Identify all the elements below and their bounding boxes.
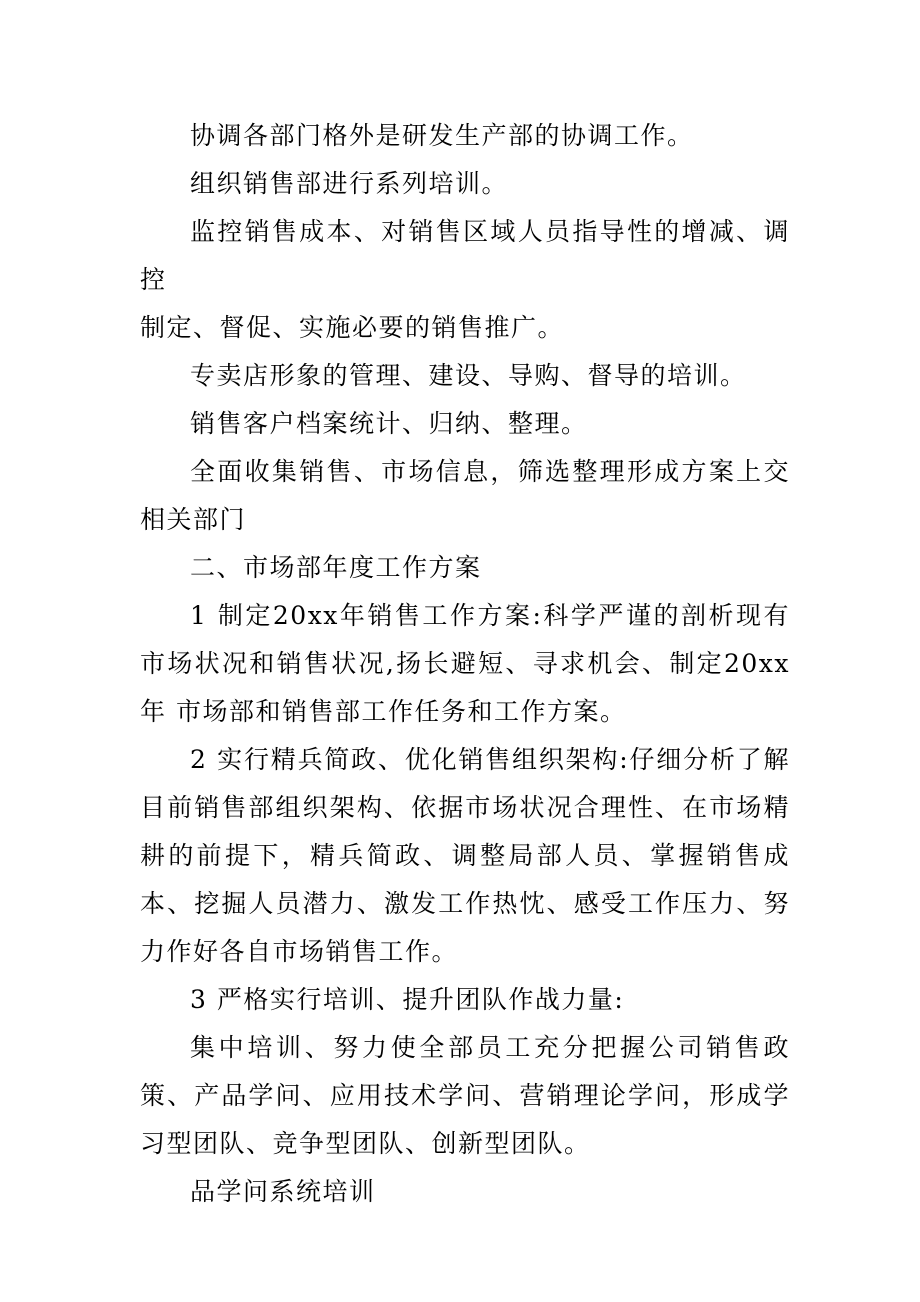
paragraph-12: 品学问系统培训 <box>190 1177 376 1206</box>
section-heading: 二、市场部年度工作方案 <box>190 553 482 582</box>
paragraph-4: 制定、督促、实施必要的销售推广。 <box>140 313 565 342</box>
paragraph-10: 3 严格实行培训、提升团队作战力量: <box>190 985 625 1014</box>
document-body <box>140 112 790 1216</box>
paragraph-2: 组织销售部进行系列培训。 <box>190 169 509 198</box>
paragraph-1: 协调各部门格外是研发生产部的协调工作。 <box>190 121 694 150</box>
paragraph-6: 销售客户档案统计、归纳、整理。 <box>190 409 588 438</box>
paragraph-9: 2 实行精兵简政、优化销售组织架构:仔细分析了解目前销售部组织架构、依据市场状况合理性、在市场精耕的前提下，精兵简政、调整局部人员、掌握销售成本、挖掘人员潜力、激发工作热忱、感受工作压力、努力作好各自市场销售工作。 <box>140 745 790 966</box>
paragraph-7: 全面收集销售、市场信息，筛选整理形成方案上交相关部门 <box>140 457 790 534</box>
paragraph-3: 监控销售成本、对销售区域人员指导性的增减、调控 <box>140 217 790 294</box>
paragraph-5: 专卖店形象的管理、建设、导购、督导的培训。 <box>190 361 747 390</box>
paragraph-11: 集中培训、努力使全部员工充分把握公司销售政策、产品学问、应用技术学问、营销理论学问，形成学习型团队、竞争型团队、创新型团队。 <box>140 1033 790 1158</box>
paragraph-8: 1 制定20xx年销售工作方案:科学严谨的剖析现有市场状况和销售状况,扬长避短、寻求机会、制定20xx年 市场部和销售部工作任务和工作方案。 <box>140 601 790 726</box>
